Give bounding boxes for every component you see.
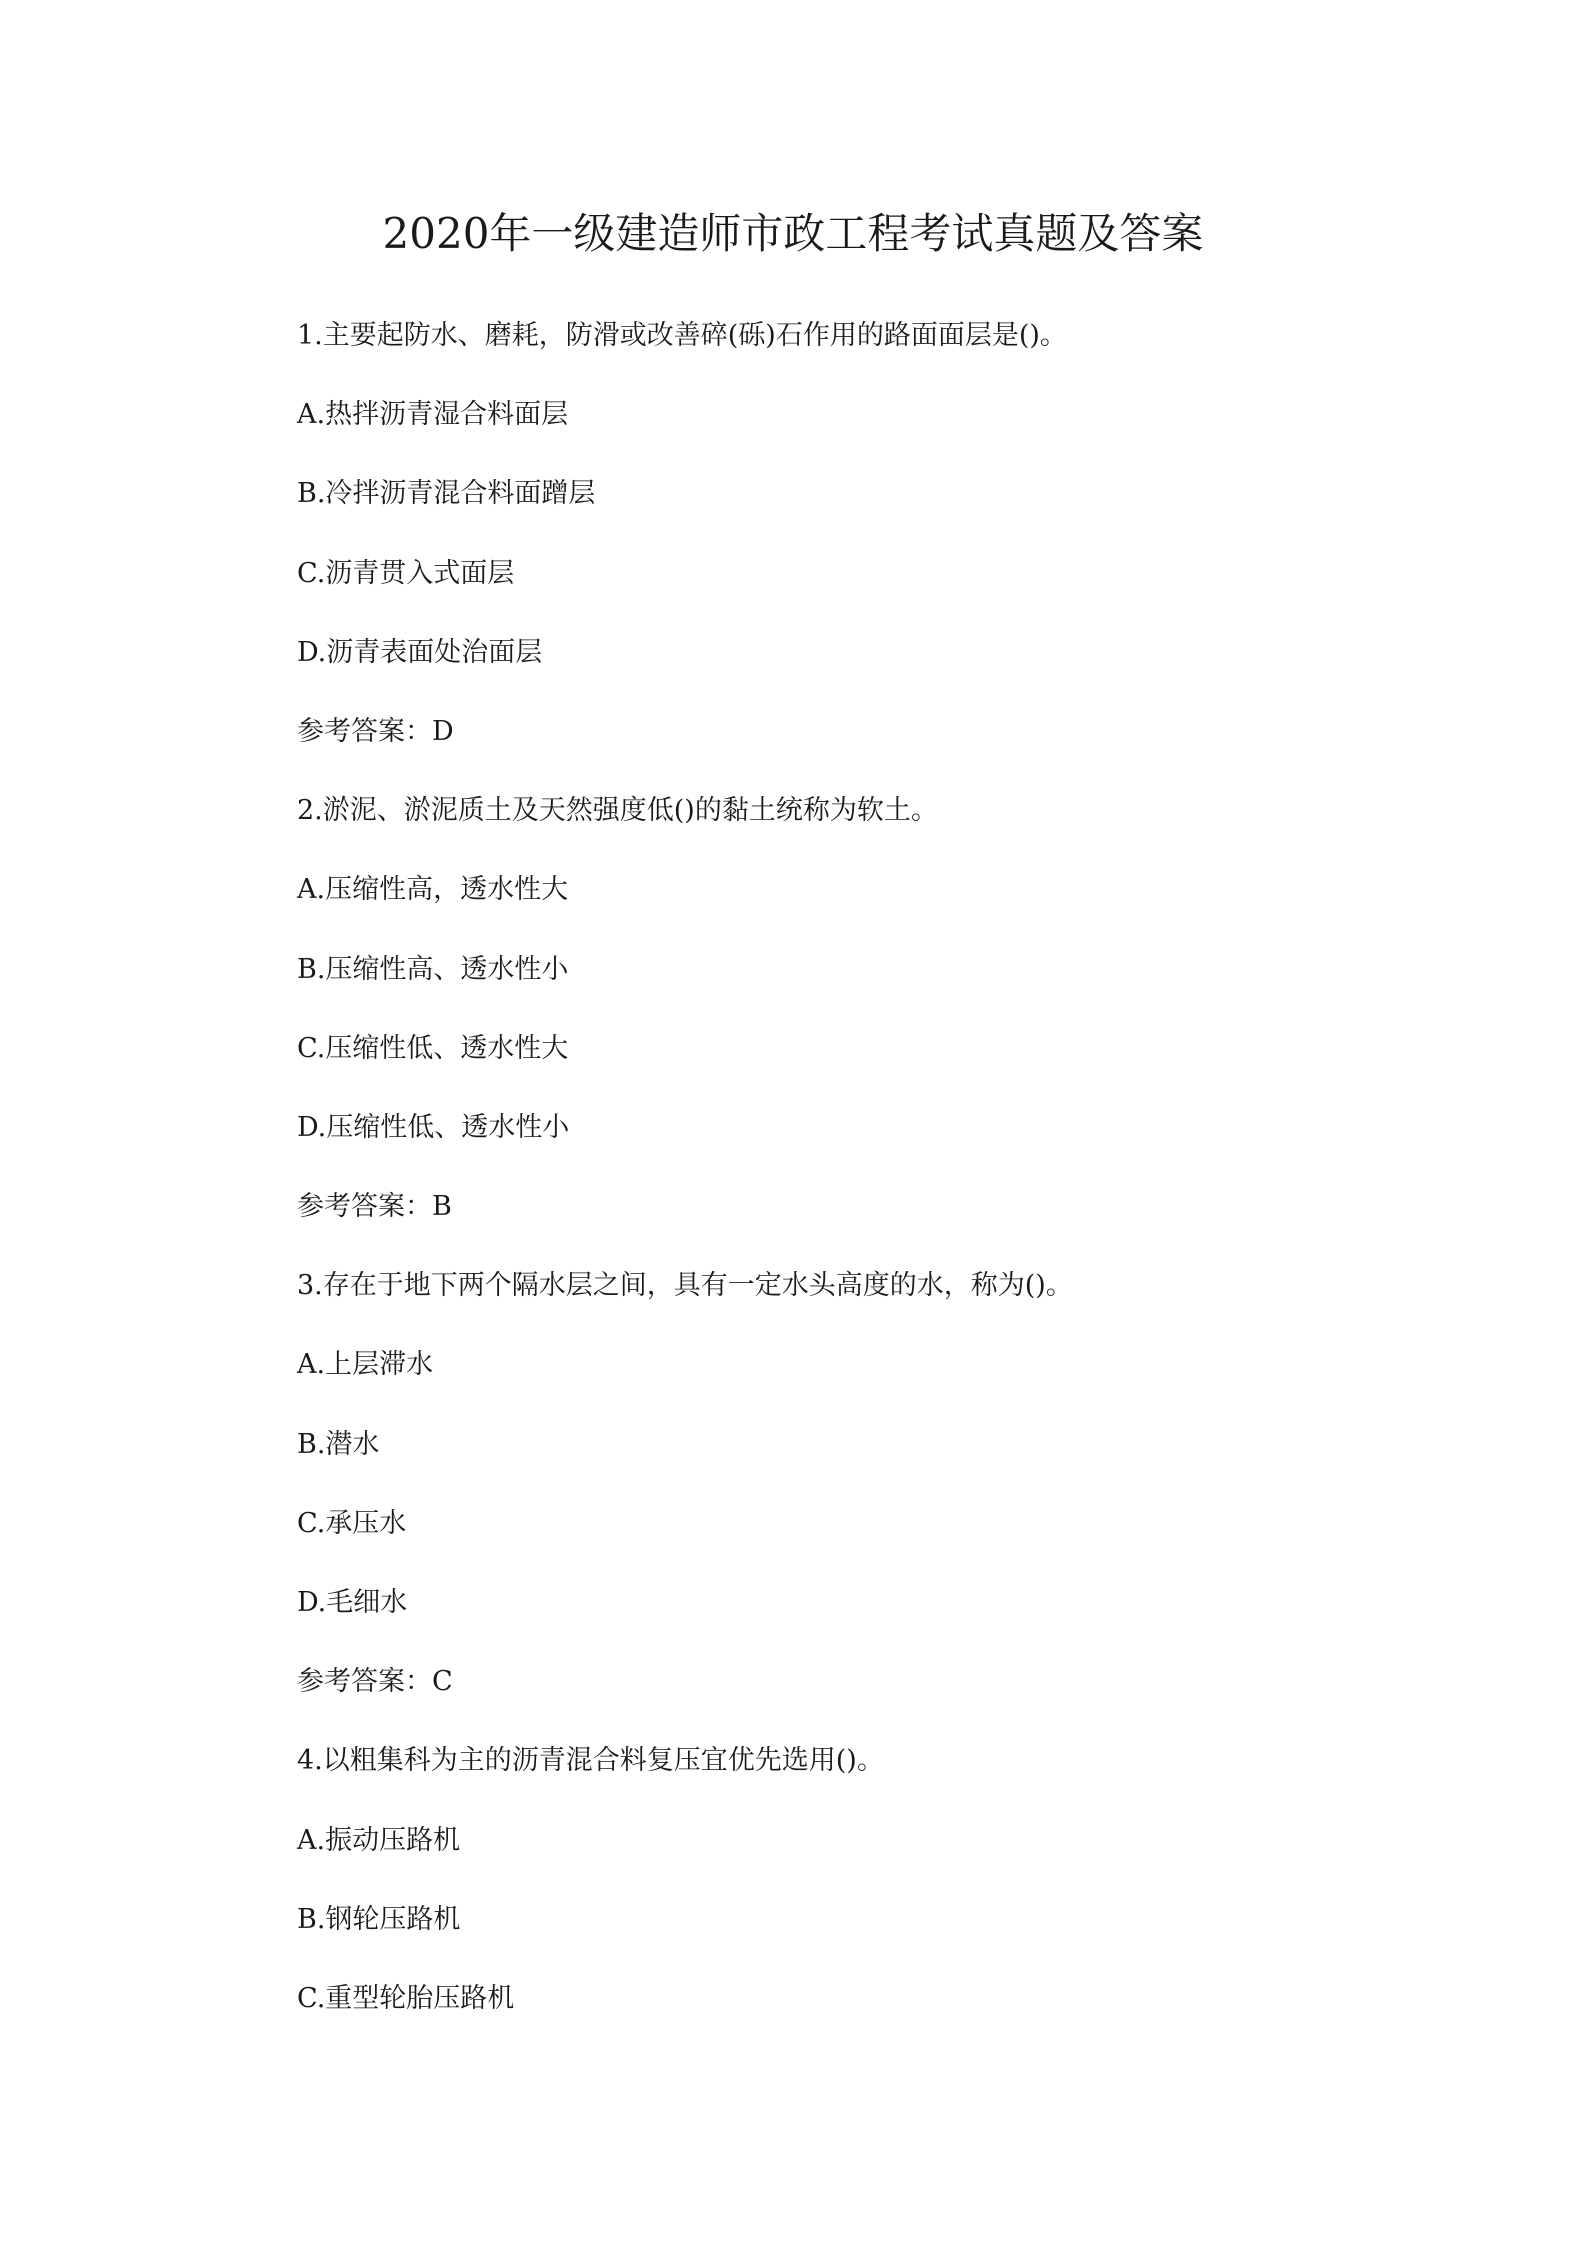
answer-option: B.潜水 <box>297 1428 380 1460</box>
reference-answer: 参考答案：B <box>297 1191 452 1223</box>
answer-option: C.压缩性低、透水性大 <box>297 1032 569 1064</box>
answer-option: C.承压水 <box>297 1507 407 1539</box>
document-title: 2020年一级建造师市政工程考试真题及答案 <box>382 209 1204 258</box>
answer-option: C.重型轮胎压路机 <box>297 1982 515 2014</box>
answer-option: A.振动压路机 <box>297 1824 461 1856</box>
answer-option: A.压缩性高，透水性大 <box>297 874 569 906</box>
document-body <box>297 314 1397 2056</box>
question-stem: 4.以粗集科为主的沥青混合料复压宜优先选用()。 <box>297 1745 884 1777</box>
question-stem: 2.淤泥、淤泥质土及天然强度低()的黏土统称为软土。 <box>297 795 938 827</box>
answer-option: D.沥青表面处治面层 <box>297 636 543 668</box>
answer-option: A.热拌沥青湿合料面层 <box>297 399 569 431</box>
answer-option: B.压缩性高、透水性小 <box>297 953 569 985</box>
answer-option: D.压缩性低、透水性小 <box>297 1111 570 1143</box>
question-stem: 1.主要起防水、磨耗，防滑或改善碎(砾)石作用的路面面层是()。 <box>297 320 1067 351</box>
question-stem: 3.存在于地下两个隔水层之间，具有一定水头高度的水，称为()。 <box>297 1270 1073 1302</box>
answer-option: C.沥青贯入式面层 <box>297 557 515 589</box>
answer-option: A.上层滞水 <box>297 1349 434 1381</box>
answer-option: D.毛细水 <box>297 1587 408 1618</box>
reference-answer: 参考答案：C <box>297 1666 453 1698</box>
reference-answer: 参考答案：D <box>297 715 454 747</box>
answer-option: B.钢轮压路机 <box>297 1903 461 1935</box>
answer-option: B.冷拌沥青混合料面蹭层 <box>297 478 596 510</box>
